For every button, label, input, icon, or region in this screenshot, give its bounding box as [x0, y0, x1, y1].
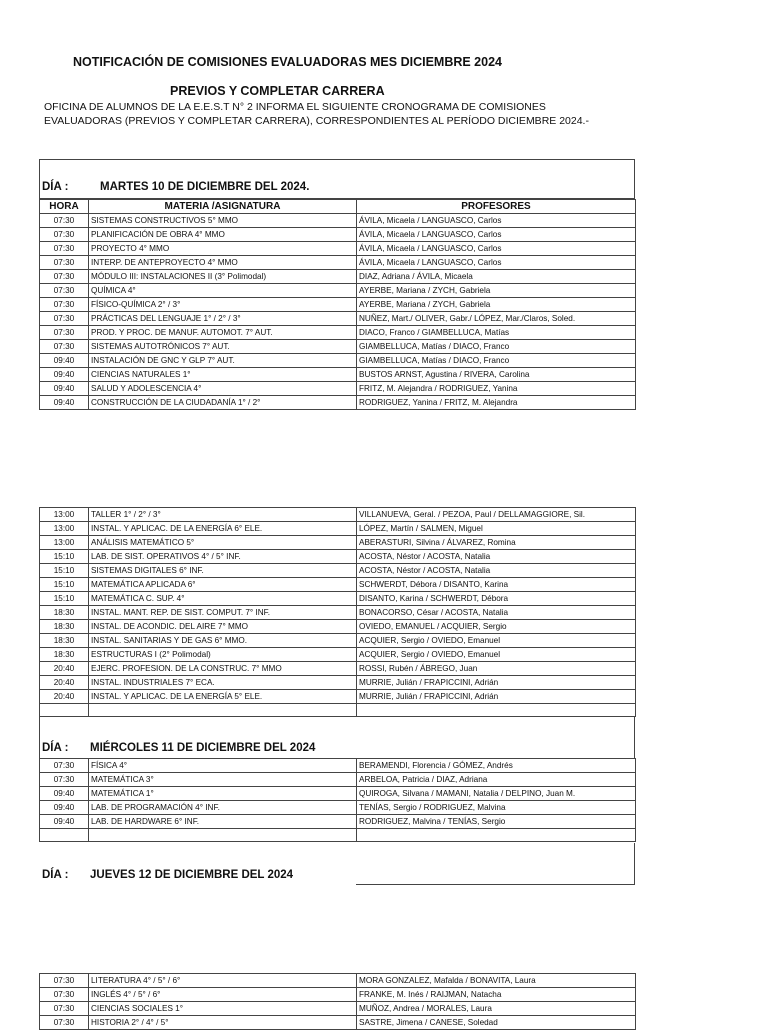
empty-cell	[40, 704, 89, 717]
hora-cell: 07:30	[40, 256, 89, 270]
materia-cell: INSTAL. DE ACONDIC. DEL AIRE 7° MMO	[89, 620, 357, 634]
profesores-cell: ACQUIER, Sergio / OVIEDO, Emanuel	[357, 634, 636, 648]
hora-cell: 15:10	[40, 578, 89, 592]
materia-cell: TALLER 1° / 2° / 3°	[89, 508, 357, 522]
hora-cell: 09:40	[40, 815, 89, 829]
table-row	[40, 396, 636, 410]
materia-cell: SISTEMAS CONSTRUCTIVOS 5° MMO	[89, 214, 357, 228]
profesores-cell: AYERBE, Mariana / ZYCH, Gabriela	[357, 298, 636, 312]
empty-cell	[40, 829, 89, 842]
hora-cell: 07:30	[40, 270, 89, 284]
day-prefix: DÍA :	[42, 742, 69, 754]
table-row	[40, 270, 636, 284]
hora-cell: 18:30	[40, 606, 89, 620]
profesores-cell: VILLANUEVA, Geral. / PEZOA, Paul / DELLAMAGGIORE, Sil.	[357, 508, 636, 522]
materia-cell: LAB. DE SIST. OPERATIVOS 4° / 5° INF.	[89, 550, 357, 564]
materia-cell: MATEMÁTICA APLICADA 6°	[89, 578, 357, 592]
table-row	[40, 214, 636, 228]
day-date: MIÉRCOLES 11 DE DICIEMBRE DEL 2024	[90, 742, 316, 754]
table-row	[40, 284, 636, 298]
profesores-cell: NUÑEZ, Mart./ OLIVER, Gabr./ LÓPEZ, Mar./Claros, Soled.	[357, 312, 636, 326]
table-row	[40, 773, 636, 787]
materia-cell: SISTEMAS AUTOTRÓNICOS 7° AUT.	[89, 340, 357, 354]
table-row	[40, 592, 636, 606]
document-subtitle: PREVIOS Y COMPLETAR CARRERA	[170, 84, 385, 98]
hora-cell: 07:30	[40, 1016, 89, 1030]
materia-cell: INSTAL. MANT. REP. DE SIST. COMPUT. 7° INF.	[89, 606, 357, 620]
hora-cell: 07:30	[40, 974, 89, 988]
table-row	[40, 522, 636, 536]
profesores-cell: BERAMENDI, Florencia / GÓMEZ, Andrés	[357, 759, 636, 773]
profesores-cell: GIAMBELLUCA, Matías / DIACO, Franco	[357, 354, 636, 368]
materia-cell: FÍSICA 4°	[89, 759, 357, 773]
hora-cell: 18:30	[40, 634, 89, 648]
day-date: MARTES 10 DE DICIEMBRE DEL 2024.	[100, 181, 310, 193]
profesores-cell: ARBELOA, Patricia / DIAZ, Adriana	[357, 773, 636, 787]
profesores-cell: TENÍAS, Sergio / RODRIGUEZ, Malvina	[357, 801, 636, 815]
materia-cell: FÍSICO-QUÍMICA 2° / 3°	[89, 298, 357, 312]
hora-cell: 09:40	[40, 396, 89, 410]
profesores-cell: ROSSI, Rubén / ÁBREGO, Juan	[357, 662, 636, 676]
table-row	[40, 787, 636, 801]
table-row	[40, 578, 636, 592]
column-header-materia: MATERIA /ASIGNATURA	[89, 200, 357, 214]
profesores-cell: MUÑOZ, Andrea / MORALES, Laura	[357, 1002, 636, 1016]
profesores-cell: ACQUIER, Sergio / OVIEDO, Emanuel	[357, 648, 636, 662]
profesores-cell: ÁVILA, Micaela / LANGUASCO, Carlos	[357, 242, 636, 256]
profesores-cell: ACOSTA, Néstor / ACOSTA, Natalia	[357, 564, 636, 578]
materia-cell: INSTALACIÓN DE GNC Y GLP 7° AUT.	[89, 354, 357, 368]
column-header-hora: HORA	[40, 200, 89, 214]
materia-cell: EJERC. PROFESION. DE LA CONSTRUC. 7° MMO	[89, 662, 357, 676]
hora-cell: 07:30	[40, 228, 89, 242]
document-title: NOTIFICACIÓN DE COMISIONES EVALUADORAS MES DICIEMBRE 2024	[73, 55, 502, 69]
profesores-cell: SCHWERDT, Débora / DISANTO, Karina	[357, 578, 636, 592]
profesores-cell: MURRIE, Julián / FRAPICCINI, Adrián	[357, 676, 636, 690]
materia-cell: CIENCIAS SOCIALES 1°	[89, 1002, 357, 1016]
profesores-cell: RODRIGUEZ, Yanina / FRITZ, M. Alejandra	[357, 396, 636, 410]
profesores-cell: OVIEDO, EMANUEL / ACQUIER, Sergio	[357, 620, 636, 634]
materia-cell: INSTAL. INDUSTRIALES 7° ECA.	[89, 676, 357, 690]
intro-text	[44, 100, 604, 128]
thursday-underline	[356, 884, 635, 885]
profesores-cell: FRITZ, M. Alejandra / RODRIGUEZ, Yanina	[357, 382, 636, 396]
column-header-row	[40, 200, 636, 214]
table-row	[40, 1002, 636, 1016]
table-row	[40, 536, 636, 550]
profesores-cell: BUSTOS ARNST, Agustina / RIVERA, Carolina	[357, 368, 636, 382]
materia-cell: MATEMÁTICA 3°	[89, 773, 357, 787]
table-row	[40, 606, 636, 620]
empty-row	[40, 704, 636, 717]
materia-cell: INSTAL. Y APLICAC. DE LA ENERGÍA 6° ELE.	[89, 522, 357, 536]
empty-row	[40, 829, 636, 842]
profesores-cell: ABERASTURI, Silvina / ÁLVAREZ, Romina	[357, 536, 636, 550]
hora-cell: 07:30	[40, 242, 89, 256]
hora-cell: 20:40	[40, 690, 89, 704]
empty-cell	[357, 829, 636, 842]
profesores-cell: GIAMBELLUCA, Matías / DIACO, Franco	[357, 340, 636, 354]
profesores-cell: AYERBE, Mariana / ZYCH, Gabriela	[357, 284, 636, 298]
table-row	[40, 690, 636, 704]
hora-cell: 07:30	[40, 312, 89, 326]
materia-cell: INSTAL. SANITARIAS Y DE GAS 6° MMO.	[89, 634, 357, 648]
hora-cell: 15:10	[40, 550, 89, 564]
hora-cell: 15:10	[40, 592, 89, 606]
tuesday-day-box	[39, 159, 635, 199]
table-row	[40, 368, 636, 382]
day-date: JUEVES 12 DE DICIEMBRE DEL 2024	[90, 869, 294, 881]
profesores-cell: DISANTO, Karina / SCHWERDT, Débora	[357, 592, 636, 606]
materia-cell: PLANIFICACIÓN DE OBRA 4° MMO	[89, 228, 357, 242]
empty-cell	[89, 704, 357, 717]
profesores-cell: DIACO, Franco / GIAMBELLUCA, Matías	[357, 326, 636, 340]
empty-cell	[357, 704, 636, 717]
materia-cell: MÓDULO III: INSTALACIONES II (3° Polimodal)	[89, 270, 357, 284]
table-row	[40, 340, 636, 354]
table-row	[40, 1016, 636, 1030]
materia-cell: MATEMÁTICA 1°	[89, 787, 357, 801]
table-row	[40, 382, 636, 396]
table-row	[40, 634, 636, 648]
column-header-profesores: PROFESORES	[357, 200, 636, 214]
materia-cell: INGLÉS 4° / 5° / 6°	[89, 988, 357, 1002]
materia-cell: HISTORIA 2° / 4° / 5°	[89, 1016, 357, 1030]
materia-cell: SISTEMAS DIGITALES 6° INF.	[89, 564, 357, 578]
table-row	[40, 648, 636, 662]
hora-cell: 09:40	[40, 382, 89, 396]
hora-cell: 13:00	[40, 508, 89, 522]
hora-cell: 07:30	[40, 1002, 89, 1016]
profesores-cell: ACOSTA, Néstor / ACOSTA, Natalia	[357, 550, 636, 564]
profesores-cell: ÁVILA, Micaela / LANGUASCO, Carlos	[357, 256, 636, 270]
table-row	[40, 354, 636, 368]
hora-cell: 13:00	[40, 536, 89, 550]
empty-cell	[89, 829, 357, 842]
table-row	[40, 312, 636, 326]
profesores-cell: RODRIGUEZ, Malvina / TENÍAS, Sergio	[357, 815, 636, 829]
hora-cell: 07:30	[40, 773, 89, 787]
table-row	[40, 662, 636, 676]
profesores-cell: ÁVILA, Micaela / LANGUASCO, Carlos	[357, 228, 636, 242]
thursday-right-border	[634, 843, 635, 885]
materia-cell: INSTAL. Y APLICAC. DE LA ENERGÍA 5° ELE.	[89, 690, 357, 704]
table-row	[40, 759, 636, 773]
materia-cell: PRÁCTICAS DEL LENGUAJE 1° / 2° / 3°	[89, 312, 357, 326]
materia-cell: QUÍMICA 4°	[89, 284, 357, 298]
intro-line-1: OFICINA DE ALUMNOS DE LA E.E.S.T N° 2 INFORMA EL SIGUIENTE CRONOGRAMA DE COMISIONES	[44, 101, 546, 113]
hora-cell: 07:30	[40, 214, 89, 228]
hora-cell: 09:40	[40, 354, 89, 368]
materia-cell: CONSTRUCCIÓN DE LA CIUDADANÍA 1° / 2°	[89, 396, 357, 410]
table-row	[40, 298, 636, 312]
tuesday-afternoon-table	[39, 507, 636, 717]
table-row	[40, 256, 636, 270]
materia-cell: ANÁLISIS MATEMÁTICO 5°	[89, 536, 357, 550]
day-prefix: DÍA :	[42, 869, 69, 881]
hora-cell: 13:00	[40, 522, 89, 536]
hora-cell: 18:30	[40, 620, 89, 634]
materia-cell: LITERATURA 4° / 5° / 6°	[89, 974, 357, 988]
materia-cell: PROYECTO 4° MMO	[89, 242, 357, 256]
day-prefix: DÍA :	[42, 181, 69, 193]
hora-cell: 09:40	[40, 787, 89, 801]
table-row	[40, 242, 636, 256]
hora-cell: 07:30	[40, 988, 89, 1002]
intro-line-2: EVALUADORAS (PREVIOS Y COMPLETAR CARRERA), CORRESPONDIENTES AL PERÍODO DICIEMBRE 2024.-	[44, 115, 589, 127]
hora-cell: 07:30	[40, 284, 89, 298]
hora-cell: 07:30	[40, 326, 89, 340]
hora-cell: 20:40	[40, 662, 89, 676]
table-row	[40, 974, 636, 988]
table-row	[40, 801, 636, 815]
materia-cell: LAB. DE PROGRAMACIÓN 4° INF.	[89, 801, 357, 815]
day-heading-wednesday	[42, 742, 315, 754]
table-row	[40, 815, 636, 829]
profesores-cell: LÓPEZ, Martín / SALMEN, Miguel	[357, 522, 636, 536]
profesores-cell: DIAZ, Adriana / ÁVILA, Micaela	[357, 270, 636, 284]
thursday-table	[39, 973, 636, 1030]
hora-cell: 07:30	[40, 298, 89, 312]
profesores-cell: QUIROGA, Silvana / MAMANI, Natalia / DELPINO, Juan M.	[357, 787, 636, 801]
hora-cell: 15:10	[40, 564, 89, 578]
materia-cell: ESTRUCTURAS I (2° Polimodal)	[89, 648, 357, 662]
hora-cell: 18:30	[40, 648, 89, 662]
hora-cell: 07:30	[40, 340, 89, 354]
profesores-cell: BONACORSO, César / ACOSTA, Natalia	[357, 606, 636, 620]
table-row	[40, 508, 636, 522]
table-row	[40, 550, 636, 564]
table-row	[40, 326, 636, 340]
tuesday-morning-table	[39, 199, 636, 410]
materia-cell: CIENCIAS NATURALES 1°	[89, 368, 357, 382]
day-heading-tuesday	[42, 181, 309, 193]
profesores-cell: ÁVILA, Micaela / LANGUASCO, Carlos	[357, 214, 636, 228]
hora-cell: 09:40	[40, 368, 89, 382]
profesores-cell: SASTRE, Jimena / CANESE, Soledad	[357, 1016, 636, 1030]
profesores-cell: MORA GONZALEZ, Mafalda / BONAVITA, Laura	[357, 974, 636, 988]
materia-cell: LAB. DE HARDWARE 6° INF.	[89, 815, 357, 829]
materia-cell: SALUD Y ADOLESCENCIA 4°	[89, 382, 357, 396]
hora-cell: 20:40	[40, 676, 89, 690]
day-heading-thursday	[42, 869, 293, 881]
hora-cell: 09:40	[40, 801, 89, 815]
table-row	[40, 564, 636, 578]
materia-cell: PROD. Y PROC. DE MANUF. AUTOMOT. 7° AUT.	[89, 326, 357, 340]
materia-cell: INTERP. DE ANTEPROYECTO 4° MMO	[89, 256, 357, 270]
table-row	[40, 228, 636, 242]
hora-cell: 07:30	[40, 759, 89, 773]
wednesday-table	[39, 758, 636, 842]
table-row	[40, 620, 636, 634]
materia-cell: MATEMÁTICA C. SUP. 4°	[89, 592, 357, 606]
table-row	[40, 676, 636, 690]
table-row	[40, 988, 636, 1002]
profesores-cell: FRANKE, M. Inés / RAIJMAN, Natacha	[357, 988, 636, 1002]
profesores-cell: MURRIE, Julián / FRAPICCINI, Adrián	[357, 690, 636, 704]
